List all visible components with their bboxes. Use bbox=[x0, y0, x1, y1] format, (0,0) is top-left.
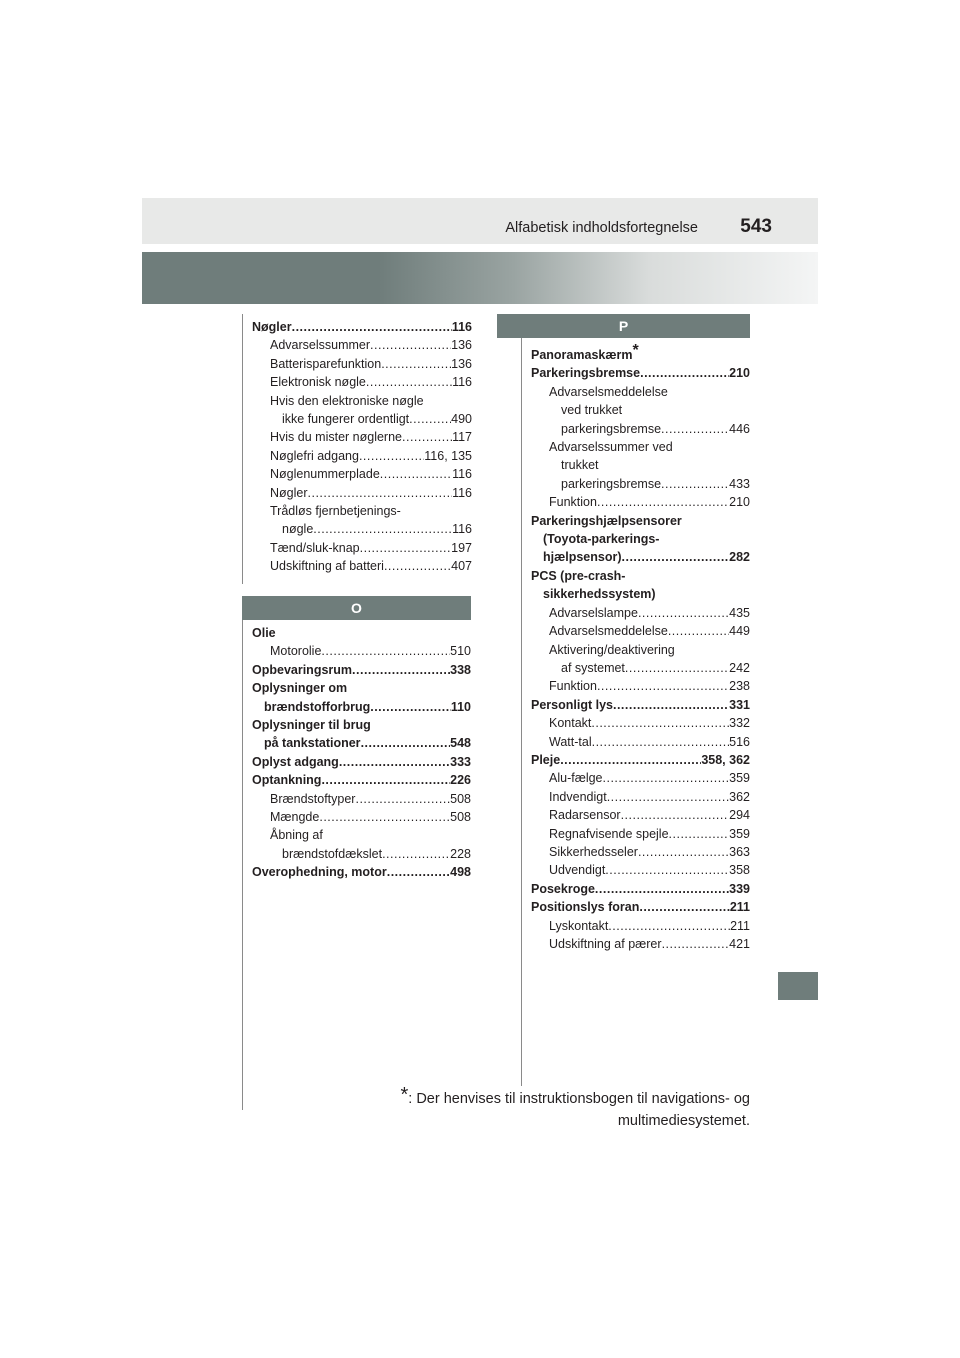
page-number: 543 bbox=[740, 216, 772, 237]
index-entry-page: 339 bbox=[729, 881, 750, 896]
dot-leader bbox=[409, 410, 451, 428]
dot-leader bbox=[639, 898, 729, 916]
index-entry-term: trukket bbox=[561, 458, 599, 473]
index-entry-term: Sikkerhedsseler bbox=[549, 844, 638, 859]
index-entry bbox=[252, 392, 472, 410]
right-column bbox=[497, 314, 750, 953]
dot-leader bbox=[381, 355, 451, 373]
index-entry-term: Advarselsmeddelelse bbox=[549, 384, 668, 399]
index-entry bbox=[531, 861, 750, 879]
index-entry-term: ikke fungerer ordentligt bbox=[282, 412, 410, 427]
index-entry-page: 516 bbox=[729, 734, 750, 749]
index-entry-term: af systemet bbox=[561, 660, 625, 675]
index-entry bbox=[531, 696, 750, 714]
index-entry-page: 238 bbox=[729, 679, 750, 694]
index-entry bbox=[252, 753, 471, 771]
dot-leader bbox=[668, 622, 729, 640]
dot-leader bbox=[382, 845, 450, 863]
index-entry-term: Posekroge bbox=[531, 881, 595, 896]
left-column-rule bbox=[242, 314, 243, 584]
index-entry-page: 117 bbox=[452, 430, 472, 445]
dot-leader bbox=[625, 659, 729, 677]
index-entry-term: Mængde bbox=[270, 810, 320, 825]
index-entry bbox=[531, 917, 750, 935]
index-entry-term: brændstofdækslet bbox=[282, 846, 383, 861]
index-entry bbox=[531, 843, 750, 861]
dot-leader bbox=[384, 557, 451, 575]
index-entry bbox=[252, 661, 471, 679]
index-entry-page: 359 bbox=[729, 826, 750, 841]
index-entry bbox=[252, 845, 471, 863]
dot-leader bbox=[366, 373, 452, 391]
index-entry bbox=[531, 383, 750, 401]
header-band bbox=[142, 198, 818, 244]
index-entry bbox=[531, 622, 750, 640]
index-entry-term: Advarselsmeddelelse bbox=[549, 624, 668, 639]
dot-leader bbox=[607, 788, 729, 806]
index-entry bbox=[531, 806, 750, 824]
index-entry-term: Opbevaringsrum bbox=[252, 662, 353, 677]
dot-leader bbox=[661, 420, 729, 438]
index-entry-page: 282 bbox=[729, 550, 750, 565]
dot-leader bbox=[591, 714, 729, 732]
index-entry-page: 116, 135 bbox=[424, 448, 472, 463]
index-entry-term: Brændstoftyper bbox=[270, 791, 356, 806]
index-entry-term: nøgle bbox=[282, 522, 314, 537]
dot-leader bbox=[605, 861, 729, 879]
dot-leader bbox=[662, 935, 730, 953]
dot-leader bbox=[339, 753, 450, 771]
index-entry-term: Funktion bbox=[549, 679, 597, 694]
index-entry bbox=[531, 714, 750, 732]
index-entry-page: 116 bbox=[452, 522, 472, 537]
index-entry-page: 136 bbox=[451, 338, 472, 353]
index-entry-page: 358, 362 bbox=[701, 752, 750, 767]
dot-leader bbox=[597, 677, 729, 695]
index-entry-term: Nøgler bbox=[252, 320, 292, 334]
index-entry-term: PCS (pre-crash- bbox=[531, 568, 626, 583]
index-entry bbox=[252, 465, 472, 483]
index-entry-term: Udvendigt bbox=[549, 863, 606, 878]
index-entry bbox=[252, 771, 471, 789]
index-entry-term: parkeringsbremse bbox=[561, 476, 662, 491]
index-entry-term: Panoramaskærm bbox=[531, 348, 633, 362]
dot-leader bbox=[387, 863, 450, 881]
thumb-index-tab bbox=[778, 972, 818, 1000]
index-entry-term: (Toyota-parkerings- bbox=[543, 532, 660, 547]
index-entry bbox=[252, 716, 471, 734]
index-entry-term: Motorolie bbox=[270, 644, 322, 659]
section-letter-o: O bbox=[242, 596, 471, 620]
index-entry bbox=[531, 788, 750, 806]
index-entry-term: Nøglefri adgang bbox=[270, 448, 359, 463]
index-entry-term: Tænd/sluk-knap bbox=[270, 540, 360, 555]
index-entry-page: 116 bbox=[452, 375, 472, 390]
footnote-line-1 bbox=[400, 1084, 750, 1110]
index-entry-term: Nøglenummerplade bbox=[270, 467, 380, 482]
dot-leader bbox=[595, 880, 729, 898]
index-entry-term: Trådløs fjernbetjenings- bbox=[270, 504, 401, 519]
index-entry bbox=[531, 475, 750, 493]
dot-leader bbox=[370, 336, 451, 354]
left-column-o bbox=[242, 596, 471, 882]
index-entry-page: 331 bbox=[729, 697, 750, 712]
index-entry-page: 110 bbox=[450, 699, 471, 714]
index-entry bbox=[252, 679, 471, 697]
index-entry bbox=[531, 401, 750, 419]
index-entry bbox=[531, 438, 750, 456]
index-entry bbox=[252, 447, 472, 465]
index-entry-term: sikkerhedssystem) bbox=[543, 587, 656, 602]
index-entry-term: Regnafvisende spejle bbox=[549, 826, 669, 841]
section-letter-p: P bbox=[497, 314, 750, 338]
index-entry-page: 116 bbox=[451, 320, 472, 334]
index-entry-page: 407 bbox=[451, 559, 472, 574]
index-entry-term: brændstofforbrug bbox=[264, 699, 371, 714]
index-entry bbox=[252, 539, 472, 557]
index-entry-term: Advarselslampe bbox=[549, 605, 638, 620]
index-entry bbox=[531, 880, 750, 898]
index-entry-page: 210 bbox=[729, 495, 750, 510]
index-entry bbox=[531, 567, 750, 585]
index-entry-page: 333 bbox=[450, 754, 471, 769]
index-entry bbox=[531, 420, 750, 438]
index-entry bbox=[531, 825, 750, 843]
index-entry-page: 338 bbox=[450, 662, 471, 677]
dot-leader bbox=[669, 825, 730, 843]
index-entry-page: 498 bbox=[450, 865, 471, 880]
index-group-n bbox=[252, 318, 472, 576]
dot-leader bbox=[380, 465, 452, 483]
dot-leader bbox=[360, 539, 452, 557]
index-entry-page: 211 bbox=[730, 918, 750, 933]
index-entry bbox=[252, 502, 472, 520]
index-entry bbox=[531, 935, 750, 953]
dot-leader bbox=[597, 493, 729, 511]
index-entry-term: på tankstationer bbox=[264, 736, 361, 751]
footnote-line-2: multimediesystemet. bbox=[617, 1113, 750, 1129]
index-entry bbox=[252, 318, 472, 336]
index-entry bbox=[252, 355, 472, 373]
dot-leader bbox=[608, 917, 730, 935]
index-entry bbox=[252, 428, 472, 446]
index-entry-page: 363 bbox=[729, 844, 750, 859]
index-entry-page: 116 bbox=[452, 467, 472, 482]
dot-leader bbox=[321, 642, 450, 660]
index-entry-page: 294 bbox=[729, 808, 750, 823]
index-entry-term: Personligt lys bbox=[531, 697, 613, 712]
index-entry-page: 242 bbox=[729, 660, 750, 675]
dot-leader bbox=[613, 696, 729, 714]
index-entry-term: Funktion bbox=[549, 495, 597, 510]
index-entry-term: Advarselssummer ved bbox=[549, 440, 673, 455]
index-entry-page: 359 bbox=[729, 771, 750, 786]
index-entry bbox=[531, 659, 750, 677]
index-entry bbox=[531, 585, 750, 603]
index-entry-term: Elektronisk nøgle bbox=[270, 375, 366, 390]
index-entry-page: 226 bbox=[450, 773, 471, 788]
index-entry-term: ved trukket bbox=[561, 403, 623, 418]
index-entry-term: Udskiftning af pærer bbox=[549, 937, 662, 951]
index-entry bbox=[252, 808, 471, 826]
index-entry bbox=[252, 557, 472, 575]
index-entry-term: Positionslys foran bbox=[531, 900, 640, 915]
header-gradient-bar bbox=[142, 252, 818, 304]
index-entry-term: Indvendigt bbox=[549, 789, 607, 804]
index-entry-term: Åbning af bbox=[270, 828, 323, 843]
index-entry bbox=[252, 734, 471, 752]
index-entry bbox=[252, 698, 471, 716]
index-entry bbox=[531, 751, 750, 769]
dot-leader bbox=[319, 808, 450, 826]
index-entry-page: 210 bbox=[729, 366, 750, 381]
index-entry-page: 197 bbox=[451, 540, 472, 555]
index-entry-page: 548 bbox=[450, 736, 471, 751]
index-entry bbox=[531, 677, 750, 695]
index-entry-page: 449 bbox=[729, 624, 750, 639]
index-entry-page: 211 bbox=[729, 900, 750, 915]
index-entry-page: 433 bbox=[729, 476, 750, 491]
index-entry bbox=[531, 733, 750, 751]
index-entry-term: Oplysninger om bbox=[252, 681, 348, 696]
index-entry-term: hjælpsensor) bbox=[543, 550, 622, 565]
dot-leader bbox=[359, 447, 424, 465]
dot-leader bbox=[352, 661, 450, 679]
dot-leader bbox=[321, 771, 450, 789]
index-entry-term: Hvis du mister nøglerne bbox=[270, 430, 402, 445]
index-entry-term: Kontakt bbox=[549, 716, 592, 731]
index-entry bbox=[252, 826, 471, 844]
index-entry bbox=[252, 336, 472, 354]
dot-leader bbox=[292, 318, 452, 336]
index-entry-term: Oplysninger til brug bbox=[252, 718, 371, 733]
index-entry bbox=[531, 493, 750, 511]
index-entry bbox=[531, 769, 750, 787]
index-entry-term: Aktivering/deaktivering bbox=[549, 642, 675, 657]
index-entry-page: 490 bbox=[451, 412, 472, 427]
index-entry-page: 435 bbox=[729, 605, 750, 620]
index-entry-term: Parkeringshjælpsensorer bbox=[531, 513, 682, 528]
index-entry-term: Advarselssummer bbox=[270, 338, 371, 353]
index-entry-page: 508 bbox=[450, 810, 471, 825]
dot-leader bbox=[638, 604, 729, 622]
index-entry-term: parkeringsbremse bbox=[561, 421, 662, 436]
footnote-text-1: : Der henvises til instruktionsbogen til navigations- og bbox=[408, 1091, 750, 1107]
dot-leader bbox=[622, 548, 730, 566]
index-entry-term: Overophedning, motor bbox=[252, 865, 387, 880]
index-entry bbox=[531, 548, 750, 566]
index-entry bbox=[252, 624, 471, 642]
index-entry-term: Lyskontakt bbox=[549, 918, 609, 933]
dot-leader bbox=[592, 733, 730, 751]
index-entry-page: 332 bbox=[729, 716, 750, 731]
index-entry bbox=[252, 410, 472, 428]
index-entry bbox=[252, 373, 472, 391]
index-entry-page: 228 bbox=[450, 846, 471, 861]
index-entry-page: 362 bbox=[729, 789, 750, 804]
index-entry-panoramaskaerm bbox=[531, 342, 750, 364]
index-entry-page: 446 bbox=[729, 421, 750, 436]
index-entry-page: 421 bbox=[729, 937, 750, 951]
index-entry-term: Radarsensor bbox=[549, 808, 621, 823]
dot-leader bbox=[370, 698, 451, 716]
index-group-p bbox=[531, 364, 750, 953]
footnote-star: * bbox=[400, 1084, 409, 1106]
index-entry-term: Hvis den elektroniske nøgle bbox=[270, 393, 424, 408]
left-column bbox=[252, 318, 472, 576]
index-entry bbox=[531, 604, 750, 622]
footnote-marker: * bbox=[632, 342, 639, 359]
index-entry-term: Olie bbox=[252, 626, 276, 640]
index-entry-term: Optankning bbox=[252, 773, 322, 788]
index-entry-page: 508 bbox=[450, 791, 471, 806]
dot-leader bbox=[355, 790, 450, 808]
index-entry bbox=[531, 512, 750, 530]
index-entry-page: 116 bbox=[452, 485, 472, 500]
dot-leader bbox=[640, 364, 729, 382]
page-title: Alfabetisk indholdsfortegnelse bbox=[505, 220, 698, 236]
index-entry bbox=[252, 790, 471, 808]
index-group-o bbox=[242, 624, 471, 882]
index-entry-page: 136 bbox=[451, 356, 472, 371]
index-entry-page: 358 bbox=[729, 863, 750, 878]
dot-leader bbox=[603, 769, 730, 787]
dot-leader bbox=[361, 734, 451, 752]
index-entry bbox=[531, 898, 750, 916]
index-entry bbox=[531, 364, 750, 382]
index-entry-term: Pleje bbox=[531, 752, 561, 767]
footnote bbox=[400, 1084, 750, 1132]
index-entry-term: Batterisparefunktion bbox=[270, 356, 382, 371]
index-entry-term: Parkeringsbremse bbox=[531, 366, 641, 381]
index-entry-term: Watt-tal bbox=[549, 734, 592, 749]
index-entry bbox=[252, 484, 472, 502]
index-entry bbox=[531, 456, 750, 474]
index-entry-term: Udskiftning af batteri bbox=[270, 559, 384, 574]
index-entry bbox=[252, 863, 471, 881]
index-entry-page: 510 bbox=[450, 644, 471, 659]
dot-leader bbox=[402, 428, 452, 446]
right-column-body bbox=[497, 342, 750, 953]
index-entry-term: Alu-fælge bbox=[549, 771, 603, 786]
dot-leader bbox=[308, 484, 453, 502]
dot-leader bbox=[661, 475, 729, 493]
index-entry-term: Nøgler bbox=[270, 485, 308, 500]
index-entry-term: Oplyst adgang bbox=[252, 754, 339, 769]
index-entry bbox=[252, 520, 472, 538]
dot-leader bbox=[560, 751, 701, 769]
dot-leader bbox=[313, 520, 452, 538]
dot-leader bbox=[638, 843, 729, 861]
index-entry bbox=[531, 641, 750, 659]
index-entry bbox=[252, 642, 471, 660]
index-entry bbox=[531, 530, 750, 548]
dot-leader bbox=[621, 806, 730, 824]
